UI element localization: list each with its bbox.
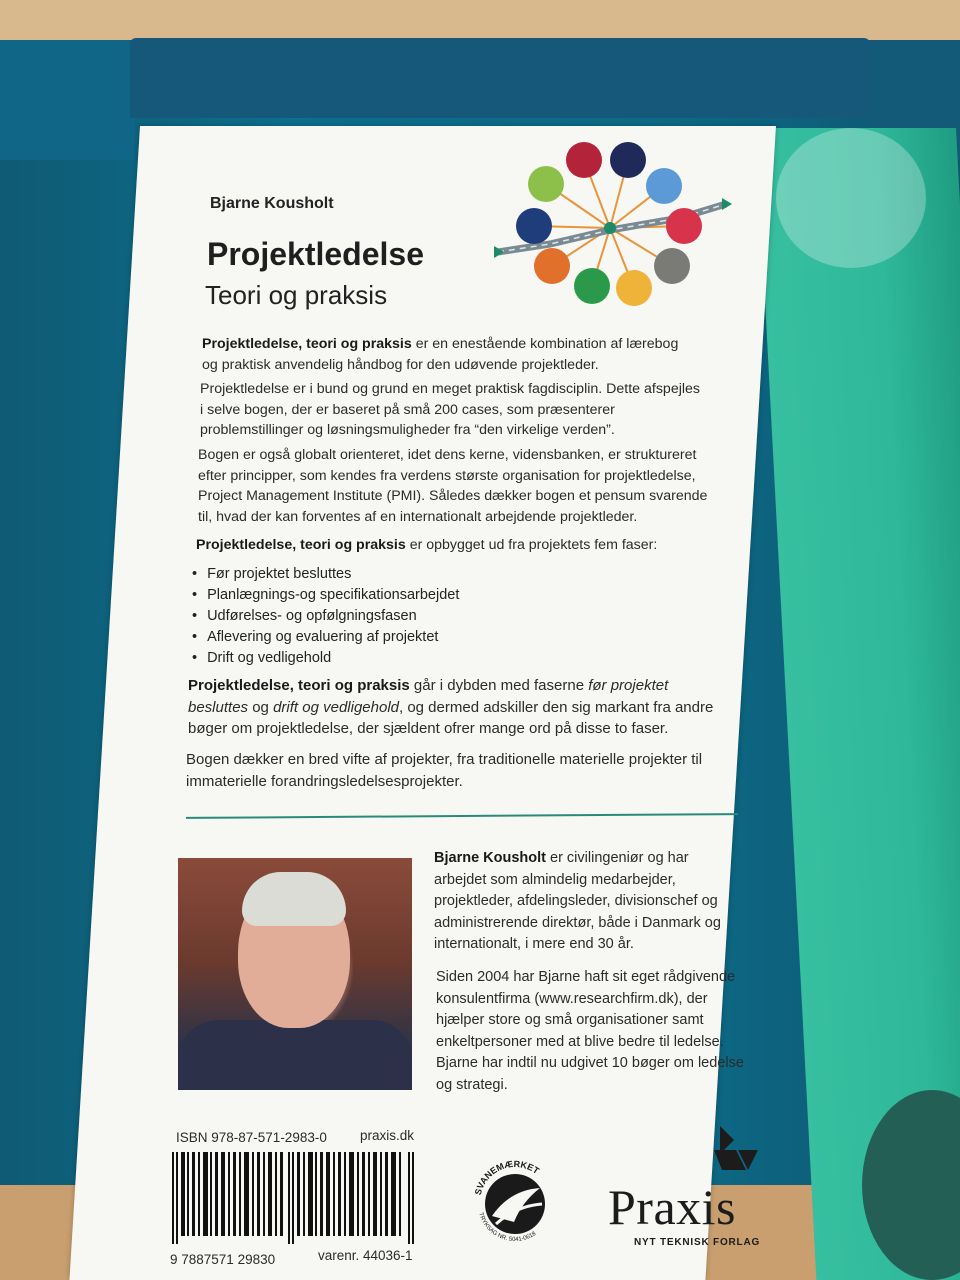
blurb-paragraph: Bogen er også globalt orienteret, idet dens kerne, vidensbanken, er struktureret efter principper, som kendes fra verdens største organisation for projektledelse, Project Management Institute (PMI). Således dækker bogen et pensum svarende til, hvad der kan forventes af en internationalt arbejdende projektleder. bbox=[198, 447, 708, 525]
blurb-paragraph bbox=[196, 535, 716, 556]
text: , og dermed adskiller den sig markant fra andre bøger om projektledelse, der sjældent ofrer mange ord på disse to faser. bbox=[188, 698, 714, 737]
blurb-paragraph: Bogen dækker en bred vifte af projekter, fra traditionelle materielle projekter til immaterielle forandringsledelsesprojekter. bbox=[186, 751, 703, 790]
text: er en enestående kombination af lærebog og praktisk anvendelig håndbog for den udøvende projektleder. bbox=[202, 336, 679, 373]
text: går i dybden med faserne bbox=[409, 677, 589, 694]
author-bio: Siden 2004 har Bjarne haft sit eget rådgivende konsulentfirma (www.researchfirm.dk), der hjælper store og små organisationer samt enkeltpersoner med at blive bedre til ledelse. Bjarne har indtil nu udgivet 10 bøger om ledelse og strategi. bbox=[436, 969, 744, 1093]
list-item: • Udførelses- og opfølgningsfasen bbox=[192, 606, 459, 627]
book-name-bold: Projektledelse, teori og praksis bbox=[196, 537, 406, 553]
swan-license: TRYKSAG NR. 5041-0618 bbox=[477, 1211, 538, 1244]
book-name-bold: Projektledelse, teori og praksis bbox=[202, 336, 412, 352]
book-name-bold: Projektledelse, teori og praksis bbox=[188, 677, 410, 694]
italic-text: før projektet besluttes bbox=[188, 677, 669, 716]
barcode-number: 9 7887571 29830 bbox=[170, 1252, 276, 1267]
book-subtitle: Teori og praksis bbox=[205, 280, 388, 310]
section-divider bbox=[186, 813, 738, 819]
praxis-logo-icon bbox=[710, 1126, 762, 1172]
blurb-paragraph: Projektledelse er i bund og grund en meget praktisk fagdisciplin. Dette afspejles i selve bogen, der er baseret på små 200 cases, som præsenterer problemstillinger og løsningsmuligheder fra “den virkelige verden”. bbox=[200, 381, 700, 438]
barcode bbox=[172, 1152, 416, 1244]
text: er civilingeniør og har arbejdet som almindelig medarbejder, projektleder, afdelingsleder, divisionschef og administrerende direktør, både i Danmark og internationalt, i mere end 30 år. bbox=[434, 850, 721, 952]
list-item: • Før projektet besluttes bbox=[192, 564, 459, 585]
website: praxis.dk bbox=[360, 1128, 415, 1143]
author-name: Bjarne Kousholt bbox=[210, 195, 334, 212]
italic-text: drift og vedligehold bbox=[273, 698, 399, 716]
isbn: ISBN 978-87-571-2983-0 bbox=[176, 1130, 327, 1145]
swan-label: SVANEMÆRKET bbox=[472, 1158, 541, 1196]
text: og bbox=[248, 698, 274, 716]
phase-list bbox=[192, 564, 459, 669]
text: er opbygget ud fra projektets fem faser: bbox=[405, 537, 658, 553]
list-item: • Aflevering og evaluering af projektet bbox=[192, 627, 459, 648]
author-name-bold: Bjarne Kousholt bbox=[434, 850, 546, 866]
author-bio bbox=[434, 848, 734, 956]
author-photo bbox=[178, 858, 412, 1090]
book-title: Projektledelse bbox=[207, 236, 424, 272]
list-item: • Planlægnings-og specifikationsarbejdet bbox=[192, 585, 459, 606]
publisher-tagline: NYT TEKNISK FORLAG bbox=[634, 1237, 761, 1248]
blurb-paragraph bbox=[202, 334, 682, 375]
publisher-logo: Praxis bbox=[608, 1179, 736, 1235]
project-wheel-logo bbox=[490, 140, 740, 310]
blurb-paragraph bbox=[188, 675, 728, 740]
list-item: • Drift og vedligehold bbox=[192, 648, 459, 669]
item-number: varenr. 44036-1 bbox=[318, 1248, 413, 1263]
swan-ecolabel-icon bbox=[470, 1150, 560, 1250]
